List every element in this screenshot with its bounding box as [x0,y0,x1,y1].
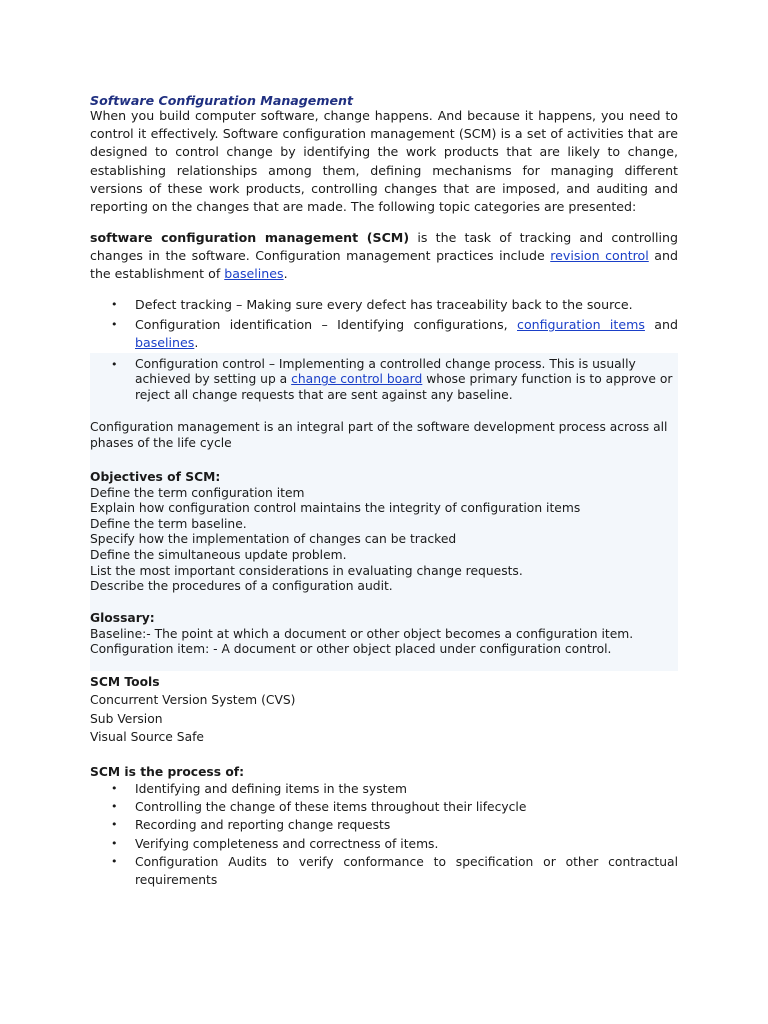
list-item: Sub Version [90,711,163,726]
list-item: Explain how configuration control maintains the integrity of configuration items [90,501,581,516]
baselines-link-2[interactable]: baselines [135,335,195,351]
bullet-icon: • [111,818,118,832]
list-item [90,357,678,404]
document-title: Software Configuration Management [90,93,353,108]
bullet-icon: • [111,298,118,311]
list-item [90,296,678,314]
list-item: Visual Source Safe [90,729,204,744]
intro-paragraph: When you build computer software, change happens. And because it happens, you need to control it effectively. Software configuration management (SCM) is a set of activities that are designed to control change by identifying the work products that are likely to change, establishing relationships among them, defining mechanisms for managing different versions of these work products, controlling changes that are imposed, and auditing and reporting on the changes that are made. The following topic categories are presented: [90,108,678,215]
tools-heading: SCM Tools [90,675,160,689]
bullet-text: Configuration control – Implementing a controlled change process. This is usually achieved by setting up a [135,356,636,387]
process-list [90,780,678,889]
list-item: Describe the procedures of a configuration audit. [90,579,393,594]
process-heading: SCM is the process of: [90,765,245,779]
practices-list [90,296,678,403]
list-item [90,816,678,834]
bullet-icon: • [111,782,118,795]
bullet-icon: • [111,318,118,332]
list-item: Concurrent Version System (CVS) [90,693,296,708]
list-item: List the most important considerations in evaluating change requests. [90,563,523,578]
list-item [90,798,678,816]
bullet-text: Verifying completeness and correctness of items. [135,836,439,851]
list-item: Configuration item: - A document or other object placed under configuration control. [90,642,612,657]
glossary-heading: Glossary: [90,611,155,625]
list-item: Define the term baseline. [90,516,247,531]
definition-paragraph [90,229,678,284]
bullet-icon: • [111,800,118,814]
glossary-section [90,611,678,658]
bullet-text: Recording and reporting change requests [135,818,391,833]
revision-control-link[interactable]: revision control [550,248,649,264]
list-item: Baseline:- The point at which a document or other object becomes a configuration item. [90,626,634,641]
bullet-text: whose primary function is to approve or reject all change requests that are sent against any baseline. [135,372,673,402]
integral-paragraph: Configuration management is an integral part of the software development process across all phases of the life cycle [90,420,668,450]
list-item [90,853,678,889]
definition-term: software configuration management (SCM) [90,230,410,245]
definition-text-1: is the task of tracking and controlling changes in the software. Configuration management practices include [90,230,678,264]
bullet-icon: • [111,357,118,371]
list-item: Specify how the implementation of changes can be tracked [90,532,457,547]
list-item [90,835,678,853]
bullet-text: . [194,335,199,351]
objectives-heading: Objectives of SCM: [90,470,221,484]
definition-text-3: . [283,266,288,282]
change-control-board-link[interactable]: change control board [291,372,423,387]
configuration-items-link[interactable]: configuration items [517,317,645,333]
bullet-text: Controlling the change of these items throughout their lifecycle [135,800,527,815]
tools-section [90,673,678,746]
bullet-icon: • [111,854,118,868]
list-item [90,316,678,352]
bullet-text: and [644,317,678,333]
bullet-text: Configuration Audits to verify conformance to specification or other contractual requirements [135,854,678,888]
list-item: Define the term configuration item [90,485,305,500]
definition-text-2: and the establishment of [90,248,678,282]
bullet-icon: • [111,836,118,850]
bullet-text: Identifying and defining items in the system [135,782,407,796]
bullet-text: Defect tracking – Making sure every defect has traceability back to the source. [135,297,633,312]
baselines-link[interactable]: baselines [224,266,284,282]
process-section [90,764,678,889]
objectives-section [90,470,678,595]
bullet-text: Configuration identification – Identifying configurations, [135,317,518,333]
list-item [90,780,678,798]
list-item: Define the simultaneous update problem. [90,547,347,562]
